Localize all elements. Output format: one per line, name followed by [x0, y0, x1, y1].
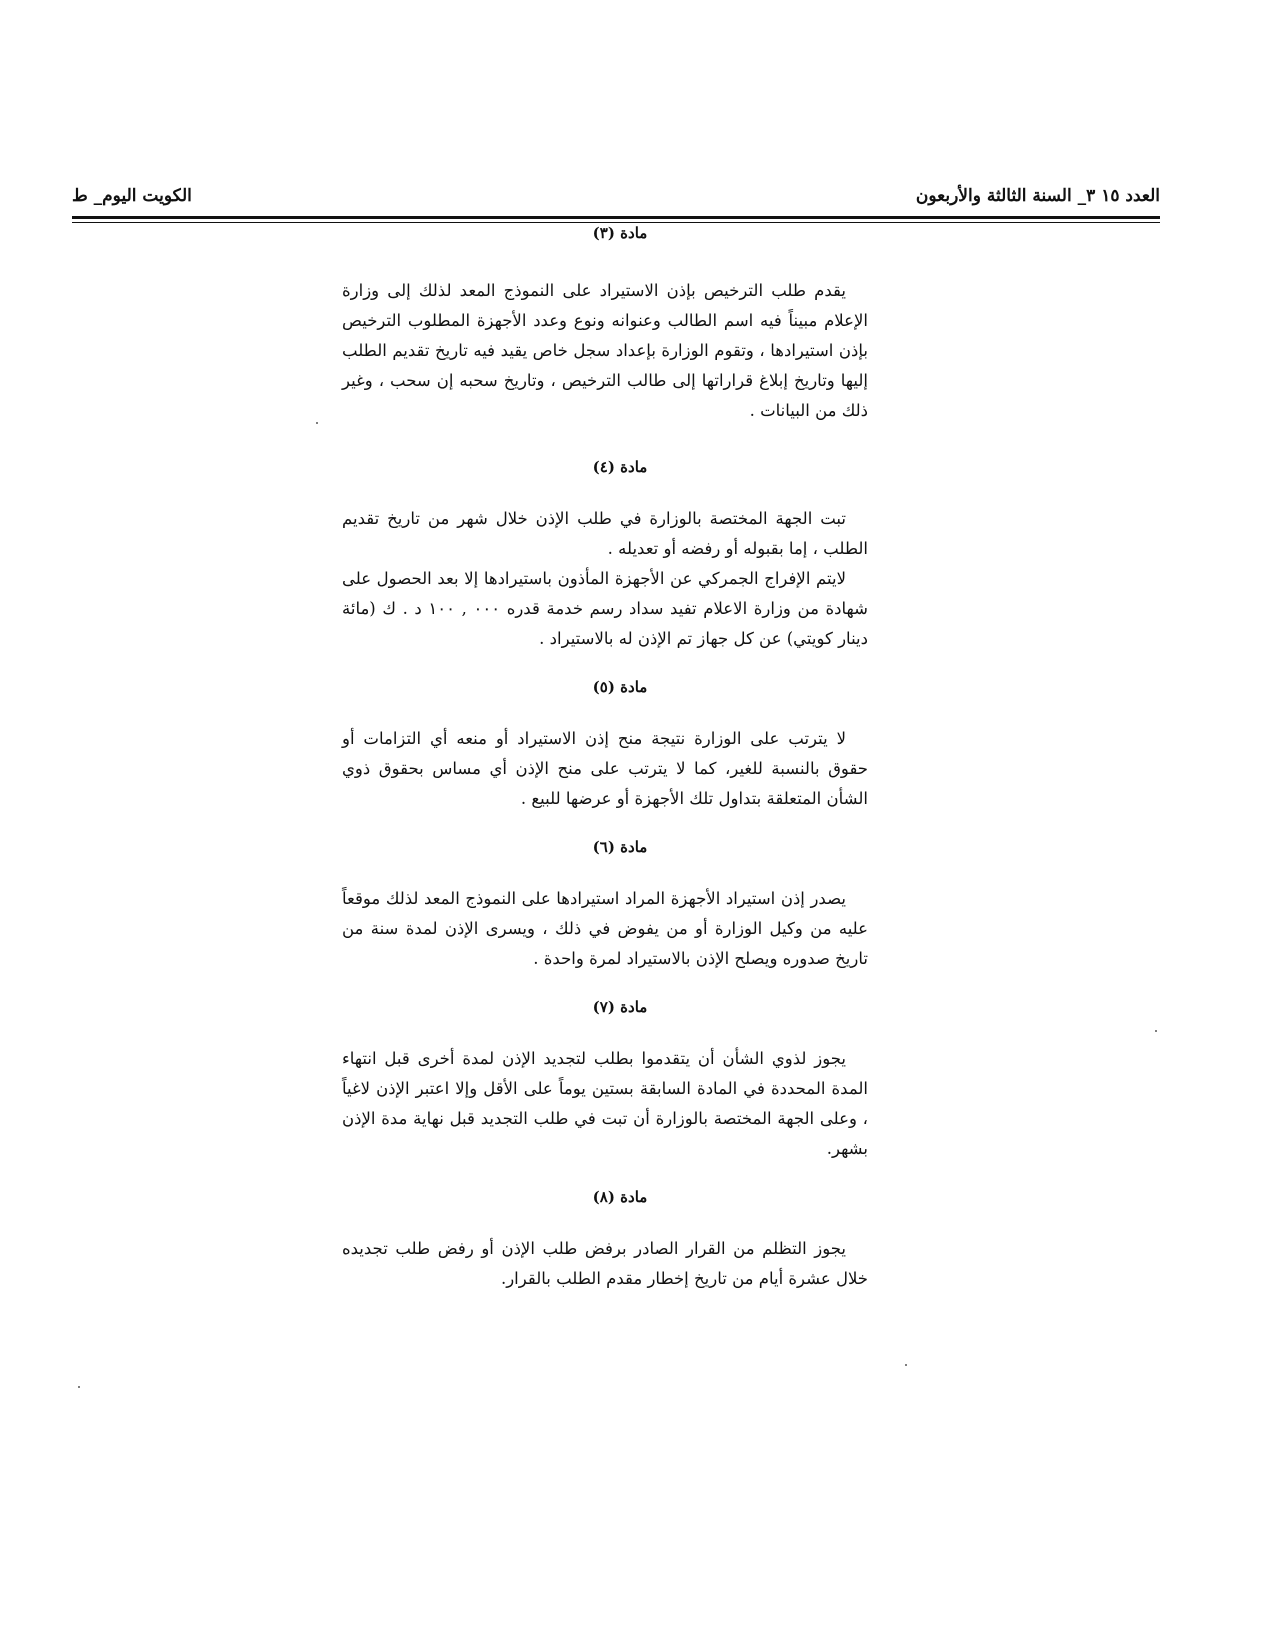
article-7	[342, 996, 868, 1164]
article-title: مادة (٧)	[592, 998, 648, 1016]
scan-speck	[1155, 1030, 1157, 1032]
scan-speck	[78, 1386, 80, 1388]
paragraph: يجوز لذوي الشأن أن يتقدموا بطلب لتجديد الإذن لمدة أخرى قبل انتهاء المدة المحددة في المادة السابقة بستين يوماً على الأقل وإلا اعتبر الإذن لاغياً ، وعلى الجهة المختصة بالوزارة أن تبت في طلب التجديد قبل نهاية مدة الإذن بشهر.	[342, 1049, 868, 1158]
article-text	[342, 884, 868, 974]
paragraph: يصدر إذن استيراد الأجهزة المراد استيرادها على النموذج المعد لذلك موقعاً عليه من وكيل الوزارة أو من يفوض في ذلك ، ويسرى الإذن لمدة سنة من تاريخ صدوره ويصلح الإذن بالاستيراد لمرة واحدة .	[342, 889, 868, 968]
paragraph: لا يترتب على الوزارة نتيجة منح إذن الاستيراد أو منعه أي التزامات أو حقوق بالنسبة للغير، كما لا يترتب على منح الإذن أي مساس بحقوق ذوي الشأن المتعلقة بتداول تلك الأجهزة أو عرضها للبيع .	[342, 729, 868, 808]
page-header	[72, 186, 1160, 216]
document-body	[342, 222, 868, 1294]
article-5	[342, 676, 868, 814]
article-title: مادة (٨)	[592, 1188, 648, 1206]
article-8	[342, 1186, 868, 1294]
article-title: مادة (٣)	[592, 224, 648, 242]
article-text	[342, 1044, 868, 1164]
publication-name: الكويت اليوم_ ط	[72, 186, 192, 206]
article-text	[342, 724, 868, 814]
paragraph: يقدم طلب الترخيص بإذن الاستيراد على النموذج المعد لذلك إلى وزارة الإعلام مبيناً فيه اسم الطالب وعنوانه ونوع وعدد الأجهزة المطلوب الترخيص بإذن استيرادها ، وتقوم الوزارة بإعداد سجل خاص يقيد فيه تاريخ تقديم الطلب إليها وتاريخ إبلاغ قراراتها إلى طالب الترخيص ، وتاريخ سحبه إن سحب ، وغير ذلك من البيانات .	[342, 281, 868, 420]
article-title: مادة (٥)	[592, 678, 648, 696]
article-text	[342, 1234, 868, 1294]
article-3	[342, 222, 868, 426]
paragraph: يجوز التظلم من القرار الصادر برفض طلب الإذن أو رفض طلب تجديده خلال عشرة أيام من تاريخ إخطار مقدم الطلب بالقرار.	[342, 1239, 868, 1288]
paragraph: تبت الجهة المختصة بالوزارة في طلب الإذن خلال شهر من تاريخ تقديم الطلب ، إما بقبوله أو رفضه أو تعديله .	[342, 509, 868, 558]
article-title: مادة (٤)	[592, 458, 648, 476]
scan-speck	[905, 1364, 907, 1366]
issue-number: العدد ١٥ ٣_ السنة الثالثة والأربعون	[915, 186, 1160, 206]
header-divider	[72, 216, 1160, 219]
article-4	[342, 456, 868, 654]
scan-speck	[316, 422, 318, 424]
article-text	[342, 276, 868, 426]
article-text	[342, 504, 868, 654]
paragraph: لايتم الإفراج الجمركي عن الأجهزة المأذون باستيرادها إلا بعد الحصول على شهادة من وزارة الاعلام تفيد سداد رسم خدمة قدره ٠٠٠ , ١٠٠ د . ك (مائة دينار كويتي) عن كل جهاز تم الإذن له بالاستيراد .	[342, 569, 868, 648]
article-title: مادة (٦)	[592, 838, 648, 856]
article-6	[342, 836, 868, 974]
